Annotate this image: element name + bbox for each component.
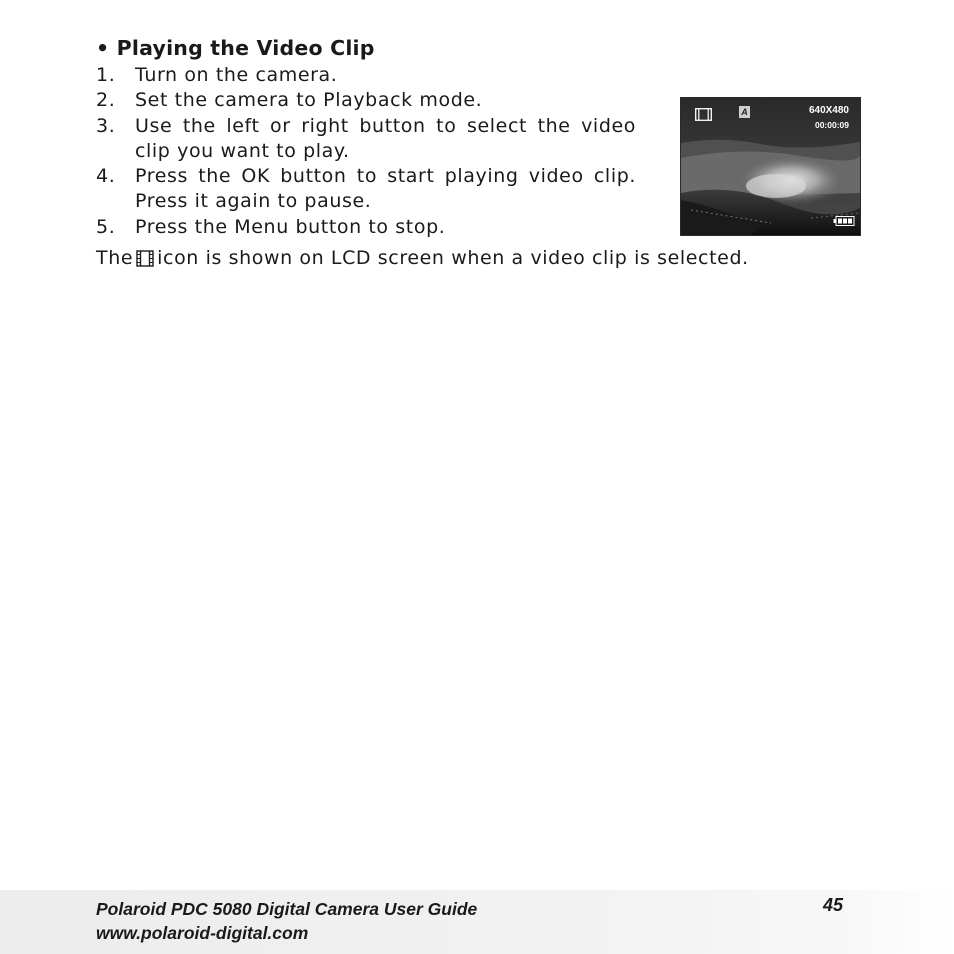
mode-icon: A: [739, 106, 750, 118]
section-heading: [96, 36, 375, 60]
lcd-elapsed-time: 00:00:09: [814, 120, 849, 130]
footer-guide-title: Polaroid PDC 5080 Digital Camera User Guide: [96, 899, 478, 919]
heading-bullet: •: [96, 36, 110, 60]
page-number: 45: [823, 895, 844, 915]
footer-url: www.polaroid-digital.com: [96, 923, 309, 943]
step-item: [96, 114, 636, 165]
step-text: Use the left or right button to select the video clip you want to play.: [135, 114, 636, 162]
step-item: [96, 88, 636, 113]
step-text: Set the camera to Playback mode.: [135, 89, 483, 112]
step-number: 4.: [96, 165, 116, 188]
lcd-resolution: 640X480: [808, 105, 849, 116]
step-number: 5.: [96, 215, 116, 238]
film-icon: [136, 250, 154, 272]
step-text: Turn on the camera.: [135, 64, 338, 86]
step-item: [96, 164, 636, 215]
steps-list: [96, 63, 636, 240]
step-item: [96, 63, 636, 88]
page-footer: [0, 890, 954, 954]
note-text-before: The: [96, 247, 134, 269]
step-number: 3.: [96, 114, 116, 137]
lcd-screen-preview: [680, 97, 861, 236]
battery-icon: [833, 211, 855, 230]
video-icon-note: [96, 247, 749, 272]
heading-title: Playing the Video Clip: [116, 36, 375, 60]
step-text: Press the Menu button to stop.: [135, 215, 446, 238]
step-number: 2.: [96, 89, 116, 112]
step-number: 1.: [96, 64, 116, 86]
note-text-after: icon is shown on LCD screen when a video clip is selected.: [157, 247, 749, 269]
step-text: Press the OK button to start playing video clip. Press it again to pause.: [135, 165, 636, 213]
step-item: [96, 215, 636, 240]
film-icon: [695, 106, 712, 125]
